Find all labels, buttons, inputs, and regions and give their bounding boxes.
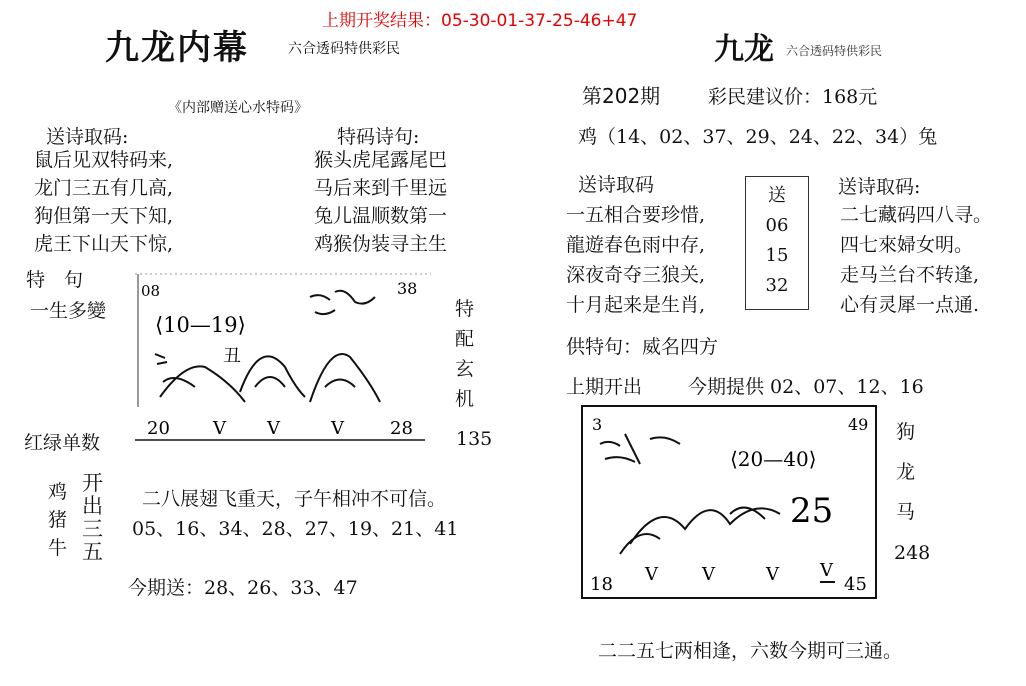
vertical-char: 配 <box>455 328 475 350</box>
left-hand-sketch <box>135 272 435 442</box>
right-subtitle: 六合透码特供彩民 <box>786 44 883 58</box>
song-box <box>745 176 809 310</box>
poem-line: 鼠后见双特码来, <box>34 149 174 171</box>
song-num: 06 <box>765 215 789 236</box>
left-subtitle: 六合透码特供彩民 <box>288 41 400 57</box>
right-vertical-zodiac <box>896 412 915 532</box>
left-poem-lines <box>34 146 173 258</box>
result-banner: 上期开奖结果：05-30-01-37-25-46+47 <box>322 11 638 31</box>
sketch-v: V <box>267 418 280 439</box>
left-poem-right-head: 特码诗句: <box>337 126 420 148</box>
special-sentence-label: 特 句 <box>26 269 84 291</box>
poem-line: 一五相合要珍惜, <box>566 204 706 226</box>
zodiac-column <box>48 478 67 562</box>
issue-number: 第202期 <box>582 84 661 108</box>
poem-line: 狗但第一天下知, <box>34 205 174 227</box>
kaichu-char: 开 <box>82 471 103 495</box>
sketch-bottom-num: 20 <box>147 418 170 439</box>
kaichu-char: 出 <box>82 494 103 518</box>
sketch-range: ⟨20—40⟩ <box>730 447 817 471</box>
right-hand-sketch <box>580 404 880 604</box>
sketch-range: ⟨10—19⟩ <box>155 313 246 337</box>
red-green-odd: 红绿单数 <box>24 432 101 454</box>
vertical-char: 特 <box>455 298 475 320</box>
vertical-char: 玄 <box>455 358 475 380</box>
kaichu-column <box>82 472 103 564</box>
song-num: 15 <box>765 245 789 266</box>
yisheng-duobian: 一生多變 <box>30 300 107 322</box>
vertical-char: 机 <box>455 388 475 410</box>
zodiac-char: 龙 <box>896 461 916 483</box>
zodiac-char: 猪 <box>48 509 68 531</box>
poem-line: 猴头虎尾露尾巴 <box>314 149 448 171</box>
song-char: 送 <box>768 185 786 206</box>
song-num: 32 <box>765 275 789 296</box>
left-inner-title: 《内部赠送心水特码》 <box>168 100 308 116</box>
poem-line: 四七來婦女明。 <box>840 234 974 256</box>
right-bottom-line: 二二五七两相逢，六数今期可三通。 <box>598 640 903 662</box>
right-poem-right <box>840 200 992 320</box>
right-poem-head-right: 送诗取码: <box>838 176 921 198</box>
sketch-zodiac: 丑 <box>223 346 241 367</box>
poem-line: 深夜奇夺三狼关, <box>566 264 706 286</box>
zodiac-char: 马 <box>896 501 916 523</box>
poem-line: 十月起来是生肖, <box>566 294 706 316</box>
sketch-v: V <box>213 418 226 439</box>
poem-line: 心有灵犀一点通. <box>840 294 980 316</box>
jinqi-song: 今期送：28、26、33、47 <box>128 577 358 599</box>
this-issue-numbers: 今期提供 02、07、12、16 <box>688 376 924 398</box>
poem-line: 鸡猴伪装寻主生 <box>314 233 448 255</box>
left-vertical-text <box>455 294 474 414</box>
sketch-mid: 25 <box>790 491 834 531</box>
sketch-v: V <box>331 418 344 439</box>
kaichu-char: 三 <box>82 517 103 541</box>
last-issue-label: 上期开出 <box>566 376 643 398</box>
poem-line: 龍遊春色雨中存, <box>566 234 706 256</box>
special-sentence: 供特句：威名四方 <box>566 336 719 358</box>
left-numbers: 05、16、34、28、27、19、21、41 <box>132 518 459 540</box>
sketch-bottom-num: 28 <box>390 418 413 439</box>
sketch-top-left: 08 <box>141 282 161 300</box>
sketch-top-right: 38 <box>397 279 418 298</box>
zodiac-char: 狗 <box>896 421 916 443</box>
poem-line: 龙门三五有几高, <box>34 177 174 199</box>
left-title: 九龙内幕 <box>105 28 249 68</box>
poem-line: 马后来到千里远 <box>314 177 448 199</box>
sketch-v: V <box>820 560 833 581</box>
sketch-v: V <box>702 564 715 585</box>
right-poem-left <box>566 200 705 320</box>
poem-line: 二七藏码四八寻。 <box>840 204 993 226</box>
poem-line: 虎王下山天下惊, <box>34 233 174 255</box>
left-poem-head: 送诗取码: <box>46 126 129 148</box>
kaichu-char: 五 <box>82 540 103 564</box>
left-poem-right-lines <box>314 146 447 258</box>
right-poem-head-left: 送诗取码 <box>578 174 655 196</box>
right-title: 九龙 <box>714 32 774 67</box>
sketch-tr: 49 <box>848 415 869 434</box>
zodiac-char: 鸡 <box>48 481 68 503</box>
poem-line: 走马兰台不转逢, <box>840 264 980 286</box>
zodiac-char: 牛 <box>48 537 68 559</box>
sketch-bl: 18 <box>590 574 613 595</box>
zodiac-numbers: 鸡（14、02、37、29、24、22、34）兔 <box>578 126 938 148</box>
sketch-tl: 3 <box>592 415 603 434</box>
num-135: 135 <box>456 428 493 450</box>
suggested-price: 彩民建议价：168元 <box>708 86 878 108</box>
sketch-v: V <box>645 564 658 585</box>
sketch-v: V <box>766 564 779 585</box>
num-248: 248 <box>894 542 931 564</box>
er-ba-line: 二八展翅飞重天，子午相冲不可信。 <box>142 488 447 510</box>
sketch-br: 45 <box>844 574 867 595</box>
poem-line: 兔儿温顺数第一 <box>314 205 448 227</box>
